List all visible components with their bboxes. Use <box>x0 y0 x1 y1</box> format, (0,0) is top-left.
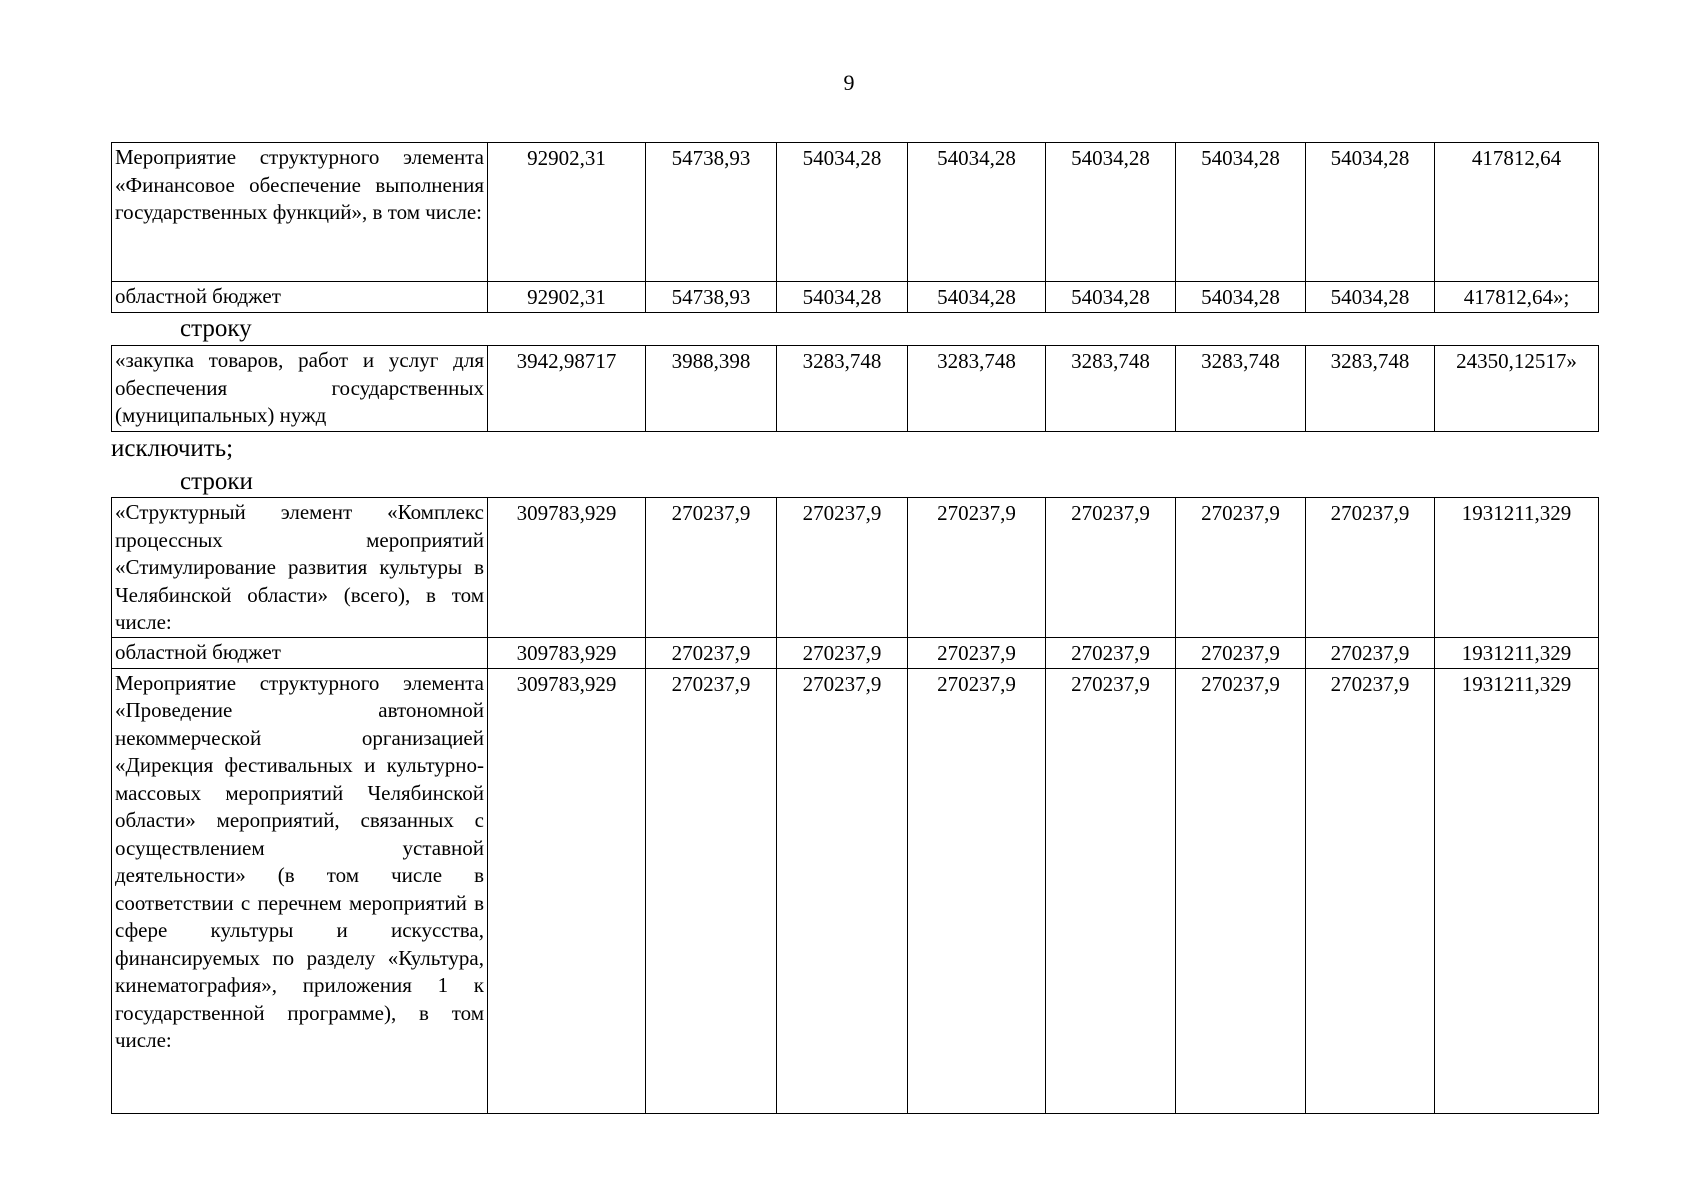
cell-value: 270237,9 <box>777 498 908 638</box>
cell-value: 417812,64 <box>1435 143 1599 282</box>
cell-value: 3942,98717 <box>488 346 646 432</box>
cell-value: 270237,9 <box>646 498 777 638</box>
cell-value: 54034,28 <box>1176 143 1306 282</box>
cell-value: 3283,748 <box>1046 346 1176 432</box>
cell-value: 3283,748 <box>1306 346 1435 432</box>
cell-value: 270237,9 <box>908 498 1046 638</box>
row-label: «закупка товаров, работ и услуг для обеспечения государственных (муниципальных) нужд <box>112 346 488 432</box>
budget-table-3 <box>111 497 1599 1114</box>
cell-value: 3283,748 <box>1176 346 1306 432</box>
cell-value: 270237,9 <box>1046 638 1176 669</box>
cell-value: 54034,28 <box>1176 282 1306 313</box>
connector-text-stroki: строки <box>180 468 253 495</box>
budget-table-1 <box>111 142 1599 313</box>
cell-value: 54034,28 <box>1306 282 1435 313</box>
cell-value: 24350,12517» <box>1435 346 1599 432</box>
cell-value: 54034,28 <box>777 282 908 313</box>
cell-value: 270237,9 <box>1046 498 1176 638</box>
cell-value: 270237,9 <box>1176 498 1306 638</box>
cell-value: 309783,929 <box>488 668 646 1113</box>
table-row <box>112 143 1599 282</box>
cell-value: 3988,398 <box>646 346 777 432</box>
cell-value: 54034,28 <box>1306 143 1435 282</box>
cell-value: 270237,9 <box>646 668 777 1113</box>
cell-value: 92902,31 <box>488 143 646 282</box>
connector-text-iskluchit: исключить; <box>111 435 234 462</box>
cell-value: 270237,9 <box>1306 668 1435 1113</box>
table-row <box>112 638 1599 669</box>
cell-value: 3283,748 <box>777 346 908 432</box>
cell-value: 3283,748 <box>908 346 1046 432</box>
row-label: областной бюджет <box>112 638 488 669</box>
cell-value: 270237,9 <box>1046 668 1176 1113</box>
row-label: областной бюджет <box>112 282 488 313</box>
cell-value: 309783,929 <box>488 638 646 669</box>
cell-value: 270237,9 <box>777 638 908 669</box>
cell-value: 270237,9 <box>908 638 1046 669</box>
table-row <box>112 282 1599 313</box>
budget-table-2 <box>111 345 1599 432</box>
table-row <box>112 498 1599 638</box>
cell-value: 1931211,329 <box>1435 638 1599 669</box>
page-number: 9 <box>843 70 855 95</box>
cell-value: 1931211,329 <box>1435 668 1599 1113</box>
cell-value: 270237,9 <box>646 638 777 669</box>
cell-value: 309783,929 <box>488 498 646 638</box>
cell-value: 54034,28 <box>908 143 1046 282</box>
cell-value: 270237,9 <box>1176 668 1306 1113</box>
cell-value: 417812,64»; <box>1435 282 1599 313</box>
cell-value: 54738,93 <box>646 282 777 313</box>
row-label: Мероприятие структурного элемента «Финансовое обеспечение выполнения государственных функций», в том числе: <box>112 143 488 282</box>
cell-value: 270237,9 <box>908 668 1046 1113</box>
row-label: «Структурный элемент «Комплекс процессных мероприятий «Стимулирование развития культуры в Челябинской области» (всего), в том числе: <box>112 498 488 638</box>
cell-value: 54738,93 <box>646 143 777 282</box>
cell-value: 270237,9 <box>777 668 908 1113</box>
cell-value: 54034,28 <box>777 143 908 282</box>
cell-value: 270237,9 <box>1306 638 1435 669</box>
cell-value: 54034,28 <box>1046 282 1176 313</box>
cell-value: 54034,28 <box>1046 143 1176 282</box>
cell-value: 270237,9 <box>1176 638 1306 669</box>
cell-value: 1931211,329 <box>1435 498 1599 638</box>
row-label: Мероприятие структурного элемента «Проведение автономной некоммерческой организацией «Дирекция фестивальных и культурно-массовых мероприятий Челябинской области» мероприятий, связанных с осуществлением уставной деятельности» (в том числе в соответствии с перечнем мероприятий в сфере культуры и искусства, финансируемых по разделу «Культура, кинематография», приложения 1 к государственной программе), в том числе: <box>112 668 488 1113</box>
table-row <box>112 346 1599 432</box>
cell-value: 92902,31 <box>488 282 646 313</box>
cell-value: 270237,9 <box>1306 498 1435 638</box>
cell-value: 54034,28 <box>908 282 1046 313</box>
connector-text-stroku: строку <box>180 315 252 342</box>
table-row <box>112 668 1599 1113</box>
